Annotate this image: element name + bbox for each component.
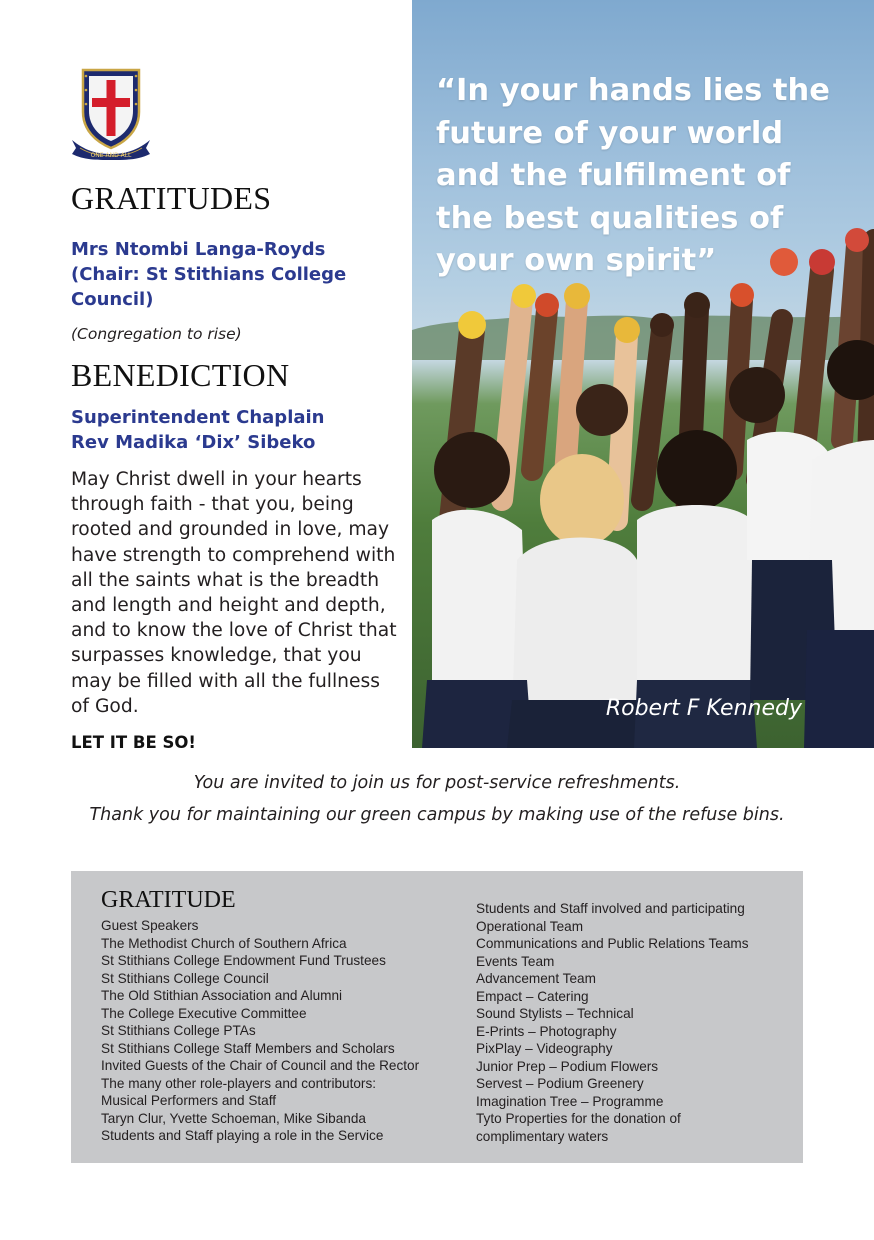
list-item: Invited Guests of the Chair of Council and the Rector [101,1058,420,1073]
benediction-line: and length and height and depth, [71,595,386,617]
closing-line: LET IT BE SO! [71,733,196,752]
list-item: PixPlay – Videography [476,1041,613,1056]
gratitude-box [71,871,803,1163]
gratitude-box-title: GRATITUDE [101,887,236,913]
list-item: Musical Performers and Staff [101,1093,277,1108]
list-item: Communications and Public Relations Teams [476,936,749,951]
benediction-line: surpasses knowledge, that you [71,645,362,667]
list-item: St Stithians College Council [101,970,269,986]
benediction-line: May Christ dwell in your hearts [71,469,362,490]
list-item: Operational Team [476,918,584,934]
list-item: St Stithians College PTAs [101,1023,256,1038]
congregation-note: (Congregation to rise) [71,325,242,343]
list-item: Sound Stylists – Technical [476,1006,634,1021]
quote-line: and the fulfilment of [436,158,791,193]
list-item: The Methodist Church of Southern Africa [101,935,347,951]
list-item: complimentary waters [476,1128,609,1144]
quote-line: the best qualities of [436,200,784,236]
gratitude-left-list [101,917,419,1145]
benediction-line: have strength to comprehend with [71,544,396,566]
list-item: The College Executive Committee [101,1005,307,1021]
benediction-officiant-line1: Superintendent Chaplain [71,407,325,428]
list-item: Taryn Clur, Yvette Schoeman, Mike Sibanda [101,1110,366,1126]
benediction-text [71,467,411,719]
gratitudes-speaker-line3: Council) [71,289,154,310]
kennedy-quote [436,70,861,283]
benediction-line: and to know the love of Christ that [71,620,397,642]
list-item: Students and Staff playing a role in the Service [101,1128,384,1143]
list-item: Advancement Team [476,971,596,986]
school-crest-logo [70,68,152,160]
quote-line: “In your hands lies the [436,73,830,108]
quote-author: Robert F Kennedy [605,696,802,721]
gratitudes-speaker-line1: Mrs Ntombi Langa-Royds [71,239,326,260]
quote-line: your own spirit” [436,243,717,278]
list-item: E-Prints – Photography [476,1023,617,1039]
benediction-heading: BENEDICTION [71,357,290,393]
list-item: The Old Stithian Association and Alumni [101,988,343,1003]
gratitudes-heading: GRATITUDES [71,180,272,216]
students-hands-raised-photo [412,0,874,748]
benediction-line: through faith - that you, being [71,494,354,516]
gratitudes-speaker-line2: (Chair: St Stithians College [71,264,347,285]
green-campus-note: Thank you for maintaining our green campus by making use of the refuse bins. [89,805,785,825]
list-item: Imagination Tree – Programme [476,1093,664,1109]
benediction-officiant-line2: Rev Madika ‘Dix’ Sibeko [71,432,316,453]
list-item: Tyto Properties for the donation of [476,1111,681,1126]
benediction-line: all the saints what is the breadth [71,569,380,591]
list-item: Guest Speakers [101,918,199,933]
quote-line: future of your world [436,115,784,151]
list-item: Junior Prep – Podium Flowers [476,1058,659,1074]
list-item: Students and Staff involved and participating [476,901,745,916]
benediction-line: may be filled with all the fullness [71,670,381,692]
gratitude-right-list [476,900,749,1145]
benediction-line: rooted and grounded in love, may [71,519,390,541]
list-item: St Stithians College Endowment Fund Trustees [101,953,386,968]
benediction-line: of God. [71,695,139,717]
svg-text:ONE AND ALL: ONE AND ALL [90,152,132,159]
refreshments-invitation: You are invited to join us for post-service refreshments. [193,773,681,793]
list-item: Events Team [476,953,555,969]
list-item: St Stithians College Staff Members and Scholars [101,1040,395,1056]
list-item: The many other role-players and contributors: [101,1075,377,1091]
list-item: Empact – Catering [476,988,589,1004]
list-item: Servest – Podium Greenery [476,1076,644,1091]
